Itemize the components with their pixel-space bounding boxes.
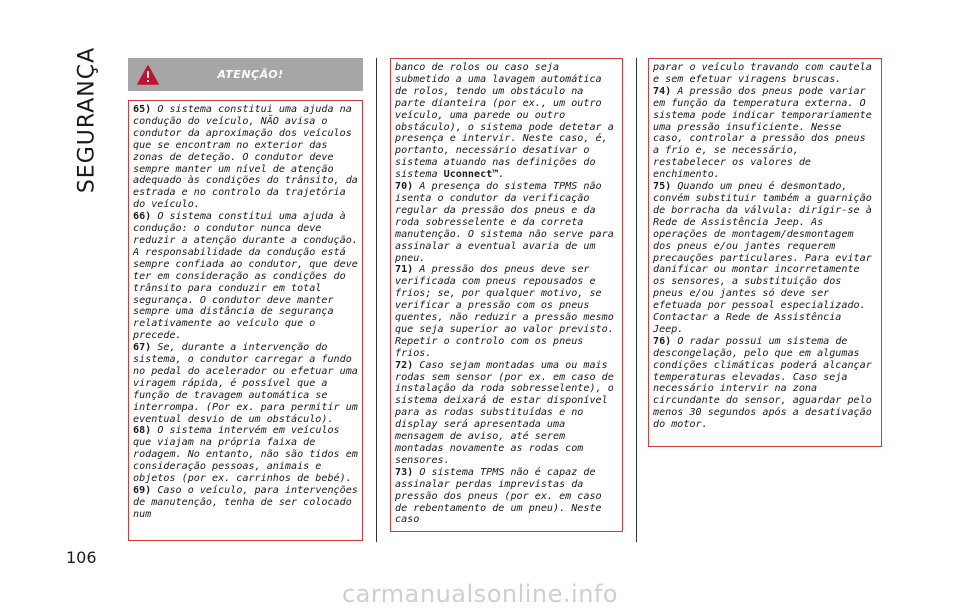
item-text: Se, durante a intervenção do sistema, o condutor carregar a fundo no pedal do acelerador ou efetuar uma viragem rápida, é possível que a função de travagem automática se interrompa. (Por ex. para permitir um eventual desvio de um obstáculo).: [133, 342, 358, 425]
warning-title: ATENÇÃO!: [217, 68, 284, 81]
column-divider: [636, 58, 637, 542]
item-text: Quando um pneu é desmontado, convém substituir também a guarnição de borracha da válvula: dirigir-se à Rede de Assistência Jeep. As operações de montagem/desmontagem dos pneus e/ou jantes requerem precauções particulares. Para evitar danificar ou montar incorretamente os sensores, a substituição dos pneus e/ou jantes só deve ser efetuada por pessoal especializado. Contactar a Rede de Assistência Jeep.: [653, 181, 872, 335]
page-number: 106: [66, 548, 97, 567]
warning-header: [128, 58, 363, 91]
item-number: 65): [133, 104, 152, 115]
item-number: 75): [653, 181, 672, 193]
item-text: A presença do sistema TPMS não isenta o condutor da verificação regular da pressão dos pneus e da roda sobresselente e da correta manutenção. O sistema não serve para assinalar a eventual avaria de um pneu.: [395, 181, 614, 264]
item-text: O sistema TPMS não é capaz de assinalar perdas imprevistas da pressão dos pneus (por ex. em caso de rebentamento de um pneu). Neste caso: [395, 466, 602, 526]
intro-text: banco de rolos ou caso seja submetido a uma lavagem automática de rolos, tendo um obstáculo na parte dianteira (por ex., um outro veículo, uma parede ou outro obstáculo), o sistema pode detetar a presença e intervir. Neste caso, é, portanto, necessário desativar o sistema atuando nas definições do sistema: [395, 62, 614, 181]
item-text: O radar possui um sistema de descongelação, pelo que em algumas condições climáticas poderá alcançar temperaturas elevadas. Caso seja necessário intervir na zona circundante do sensor, aguardar pelo menos 30 segundos após a desativação do motor.: [653, 335, 872, 431]
item-number: 67): [133, 342, 152, 354]
item-text: A pressão dos pneus pode variar em função da temperatura externa. O sistema pode indicar temporariamente uma pressão insuficiente. Nesse caso, controlar a pressão dos pneus a frio e, se necessário, restabelecer os valores de enchimento.: [653, 85, 872, 181]
continued-text: [395, 62, 618, 181]
item-number: 74): [653, 85, 672, 97]
item-number: 70): [395, 181, 414, 193]
warning-item: [395, 467, 618, 527]
section-title: [72, 46, 102, 194]
warning-triangle-icon: [128, 58, 168, 91]
warning-item: [133, 342, 358, 425]
item-text: A pressão dos pneus deve ser verificada com pneus repousados e frios; se, por qualquer motivo, se verificar a pressão com os pneus quentes, não reduzir a pressão mesmo que seja superior ao valor previsto. Repetir o controlo com os pneus frios.: [395, 264, 614, 359]
warning-box-column-2: [390, 58, 623, 532]
warning-item: [653, 86, 877, 181]
intro-end: .: [498, 169, 505, 181]
warning-item: [133, 425, 358, 485]
item-number: 68): [133, 425, 152, 437]
item-text: O sistema constitui uma ajuda na condução do veículo, NÃO avisa o condutor da aproximação dos veículos que se encontram no exterior das zonas de deteção. O condutor deve sempre manter um nível de atenção adequado às condições do trânsito, da estrada e no controlo da trajetória do veículo.: [133, 104, 358, 211]
item-number: 71): [395, 264, 414, 276]
item-number: 76): [653, 335, 672, 347]
brand-name: Uconnect™: [443, 169, 499, 181]
watermark: carmanualsonline.info: [341, 580, 619, 608]
item-number: 72): [395, 359, 414, 371]
warning-item: [653, 181, 877, 336]
section-title-text: SEGURANÇA: [74, 46, 100, 194]
warning-item: [133, 485, 358, 521]
item-number: 66): [133, 211, 152, 223]
warning-item: [653, 336, 877, 431]
warning-item: [133, 211, 358, 342]
item-text: Caso sejam montadas uma ou mais rodas sem sensor (por ex. em caso de instalação da roda sobresselente), o sistema deixará de estar disponível para as rodas substituídas e no display será apresentada uma mensagem de aviso, até serem montadas novamente as rodas com sensores.: [395, 359, 614, 466]
warning-box-column-3: [648, 58, 882, 447]
item-number: 69): [133, 485, 152, 496]
warning-item: [395, 360, 618, 467]
column-divider: [376, 58, 377, 542]
warning-box-column-1: [128, 100, 363, 541]
item-text: O sistema constitui uma ajuda à condução: o condutor nunca deve reduzir a atenção durante a condução. A responsabilidade da condução está sempre confiada ao condutor, que deve ter em consideração as condições do trânsito para conduzir em total segurança. O condutor deve manter sempre uma distância de segurança relativamente ao veículo que o precede.: [133, 211, 358, 342]
warning-item: [395, 181, 618, 264]
item-number: 73): [395, 466, 414, 478]
warning-item: [133, 104, 358, 211]
item-text: Caso o veículo, para intervenções de manutenção, tenha de ser colocado num: [133, 485, 358, 520]
item-text: O sistema intervém em veículos que viajam na própria faixa de rodagem. No entanto, não são tidos em consideração pessoas, animais e objetos (por ex. carrinhos de bebé).: [133, 425, 358, 485]
warning-item: [395, 264, 618, 359]
continued-text: parar o veículo travando com cautela e sem efetuar viragens bruscas.: [653, 62, 872, 85]
